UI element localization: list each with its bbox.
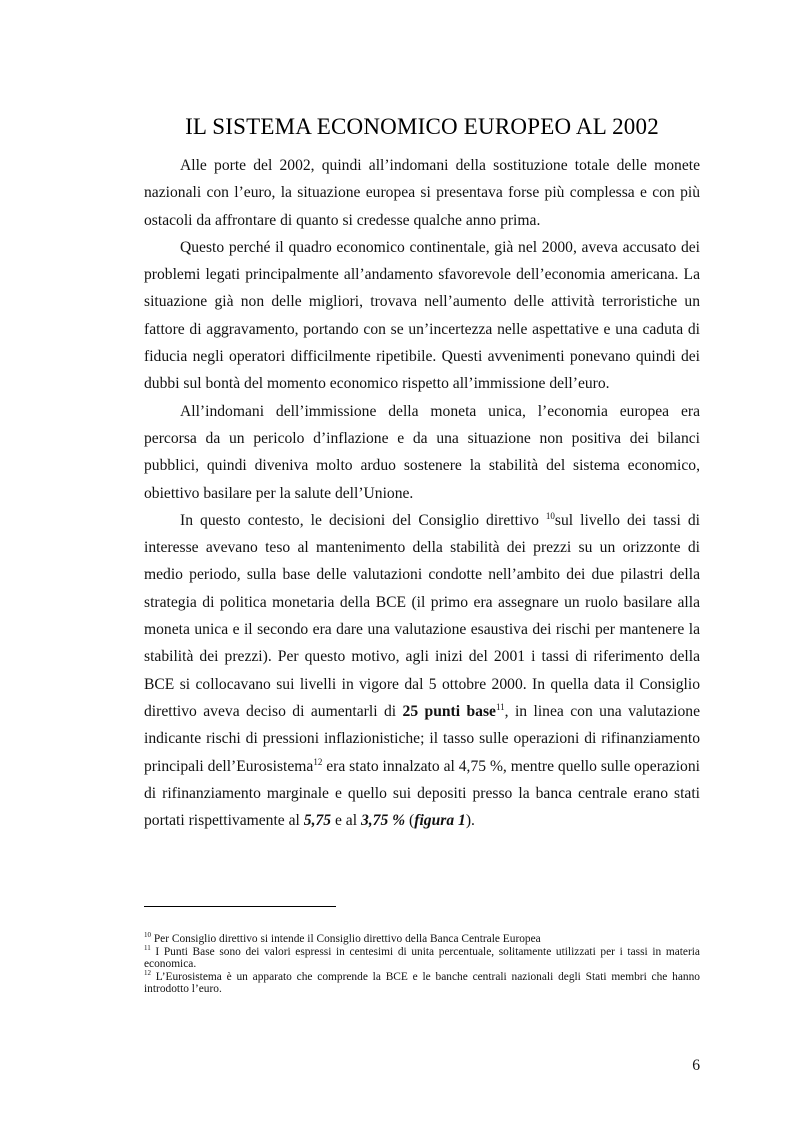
footnote-text: L’Eurosistema è un apparato che comprende la BCE e le banche centrali nazionali degli Stati membri che hanno introdotto l’euro. — [144, 970, 700, 996]
paragraph-1: Alle porte del 2002, quindi all’indomani della sostituzione totale delle monete nazionali con l’euro, la situazione europea si presentava forse più complessa e con più ostacoli da affrontare di quanto si credesse qualche anno prima. — [144, 157, 700, 229]
footnote-separator — [144, 906, 336, 907]
page-title: IL SISTEMA ECONOMICO EUROPEO AL 2002 — [185, 114, 659, 139]
footnote-12 — [144, 968, 700, 996]
paragraph-4-text-5: e al — [331, 812, 361, 830]
footnotes — [144, 933, 700, 996]
footnote-text: I Punti Base sono dei valori espressi in centesimi di unita percentuale, solitamente utilizzati per i tassi in materia economica. — [144, 945, 700, 971]
footnote-10 — [144, 933, 700, 946]
paragraph-4-text-2: sul livello dei tassi di interesse avevano teso al mantenimento della stabilità dei prezzi su un orizzonte di medio periodo, sulla base delle valutazioni condotte nell’ambito dei due pilastri della strategia di politica monetaria della BCE (il primo era assegnare un ruolo basilare alla moneta unica e il secondo era dare una valutazione esaustiva dei rischi per mantenere la stabilità dei prezzi). Per questo motivo, agli inizi del 2001 i tassi di riferimento della BCE si collocavano sui livelli in vigore dal 5 ottobre 2000. In quella data il Consiglio direttivo aveva deciso di aumentarli di — [144, 511, 700, 720]
figure-reference: figura 1 — [414, 812, 466, 830]
footnote-number: 10 — [144, 931, 151, 940]
footnote-ref-10: 10 — [545, 510, 555, 521]
footnote-text: Per Consiglio direttivo si intende il Consiglio direttivo della Banca Centrale Europea — [151, 933, 541, 945]
deposit-rate: 3,75 % — [360, 812, 406, 830]
footnote-number: 11 — [144, 943, 151, 952]
footnote-number: 12 — [144, 968, 151, 977]
body-text — [144, 152, 700, 834]
footnote-ref-11: 11 — [495, 701, 505, 712]
paragraph-3: All’indomani dell’immissione della moneta unica, l’economia europea era percorsa da un pericolo d’inflazione e da una situazione non positiva dei bilanci pubblici, quindi diveniva molto arduo sostenere la stabilità del sistema economico, obiettivo basilare per la salute dell’Unione. — [144, 402, 700, 502]
paragraph-4-text-4: era stato innalzato al 4,75 %, mentre quello sulle operazioni di rifinanziamento marginale e quello sui depositi presso la banca centrale erano stati portati rispettivamente al — [144, 757, 700, 830]
paragraph-2: Questo perché il quadro economico continentale, già nel 2000, aveva accusato dei problemi legati principalmente all’andamento sfavorevole dell’economia americana. La situazione già non delle migliori, trovava nell’aumento delle attività terroristiche un fattore di aggravamento, portando con se un’incertezza nelle aspettative e una caduta di fiducia negli operatori difficilmente ripetibile. Questi avvenimenti ponevano quindi dei dubbi sul bontà del momento economico rispetto all’immissione dell’euro. — [144, 238, 700, 393]
footnote-11 — [144, 943, 700, 971]
paragraph-4-text-1: In questo contesto, le decisioni del Consiglio direttivo — [180, 511, 546, 529]
paragraph-4-text-7: ). — [465, 812, 475, 830]
page-number: 6 — [692, 1057, 700, 1074]
paragraph-4-text-6: ( — [405, 812, 415, 830]
paragraph-4-text-3: , in linea con una valutazione indicante rischi di pressioni inflazionistiche; il tasso sulle operazioni di rifinanziamento principali dell’Eurosistema — [144, 702, 700, 775]
paragraph-4 — [144, 507, 700, 835]
bold-basis-points: 25 punti base — [402, 702, 496, 720]
marginal-rate: 5,75 — [303, 812, 332, 830]
footnote-ref-12: 12 — [313, 756, 323, 767]
